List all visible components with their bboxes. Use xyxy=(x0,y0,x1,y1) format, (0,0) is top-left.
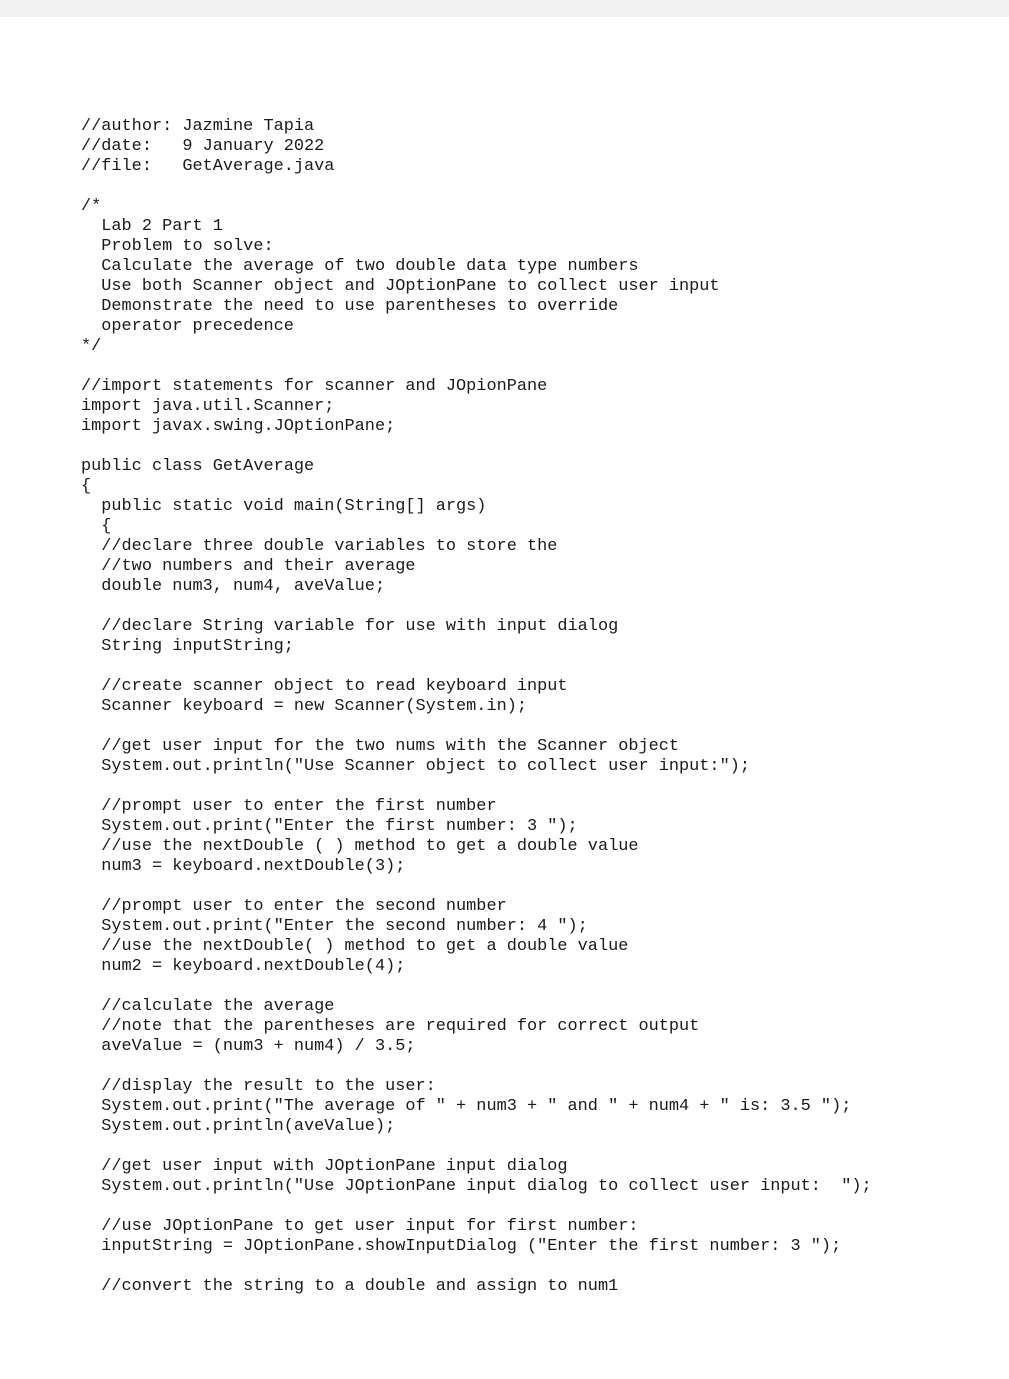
code-line xyxy=(81,977,872,997)
source-code-listing xyxy=(81,117,872,1297)
code-line: //use the nextDouble ( ) method to get a double value xyxy=(81,837,639,856)
code-line: //note that the parentheses are required for correct output xyxy=(81,1017,700,1036)
code-line: */ xyxy=(81,337,102,356)
code-line xyxy=(81,1197,872,1217)
code-line: System.out.println(aveValue); xyxy=(81,1117,396,1136)
code-line: { xyxy=(81,477,92,496)
code-line xyxy=(81,597,872,617)
code-line: System.out.print("Enter the second number: 4 "); xyxy=(81,917,588,936)
code-line xyxy=(81,1057,872,1077)
code-line: //import statements for scanner and JOpionPane xyxy=(81,377,548,396)
code-line: Lab 2 Part 1 xyxy=(81,217,223,236)
code-line: operator precedence xyxy=(81,317,294,336)
code-line xyxy=(81,777,872,797)
code-line xyxy=(81,717,872,737)
code-line xyxy=(81,1137,872,1157)
code-line xyxy=(81,657,872,677)
code-line: System.out.print("The average of " + num3 + " and " + num4 + " is: 3.5 "); xyxy=(81,1097,852,1116)
code-line: //declare three double variables to store the xyxy=(81,537,558,556)
code-line: import java.util.Scanner; xyxy=(81,397,335,416)
code-line: //get user input with JOptionPane input dialog xyxy=(81,1157,568,1176)
code-line: System.out.println("Use JOptionPane input dialog to collect user input: "); xyxy=(81,1177,872,1196)
code-line: String inputString; xyxy=(81,637,294,656)
code-line: import javax.swing.JOptionPane; xyxy=(81,417,396,436)
code-line: double num3, num4, aveValue; xyxy=(81,577,386,596)
code-line: Demonstrate the need to use parentheses to override xyxy=(81,297,619,316)
code-line: inputString = JOptionPane.showInputDialog ("Enter the first number: 3 "); xyxy=(81,1237,842,1256)
code-line: Use both Scanner object and JOptionPane to collect user input xyxy=(81,277,720,296)
code-line: /* xyxy=(81,197,102,216)
code-line: //convert the string to a double and assign to num1 xyxy=(81,1277,619,1296)
code-line: //author: Jazmine Tapia xyxy=(81,117,315,136)
code-line xyxy=(81,357,872,377)
code-line: //declare String variable for use with input dialog xyxy=(81,617,619,636)
code-line: System.out.print("Enter the first number: 3 "); xyxy=(81,817,578,836)
code-line: { xyxy=(81,517,112,536)
code-line: //calculate the average xyxy=(81,997,335,1016)
code-line xyxy=(81,1257,872,1277)
code-line: Scanner keyboard = new Scanner(System.in); xyxy=(81,697,527,716)
code-line xyxy=(81,437,872,457)
code-line: num3 = keyboard.nextDouble(3); xyxy=(81,857,406,876)
code-line: //use JOptionPane to get user input for first number: xyxy=(81,1217,639,1236)
code-line: //use the nextDouble( ) method to get a double value xyxy=(81,937,629,956)
code-line: //prompt user to enter the first number xyxy=(81,797,497,816)
code-line: //get user input for the two nums with the Scanner object xyxy=(81,737,680,756)
code-line: System.out.println("Use Scanner object to collect user input:"); xyxy=(81,757,750,776)
code-line: //date: 9 January 2022 xyxy=(81,137,325,156)
code-line: //file: GetAverage.java xyxy=(81,157,335,176)
code-line: //two numbers and their average xyxy=(81,557,416,576)
code-line: public static void main(String[] args) xyxy=(81,497,487,516)
code-line xyxy=(81,877,872,897)
code-line: //prompt user to enter the second number xyxy=(81,897,507,916)
code-line: Problem to solve: xyxy=(81,237,274,256)
code-line: Calculate the average of two double data type numbers xyxy=(81,257,639,276)
code-line: public class GetAverage xyxy=(81,457,315,476)
code-line: num2 = keyboard.nextDouble(4); xyxy=(81,957,406,976)
code-line: //display the result to the user: xyxy=(81,1077,436,1096)
code-line: //create scanner object to read keyboard input xyxy=(81,677,568,696)
code-line: aveValue = (num3 + num4) / 3.5; xyxy=(81,1037,416,1056)
code-line xyxy=(81,177,872,197)
